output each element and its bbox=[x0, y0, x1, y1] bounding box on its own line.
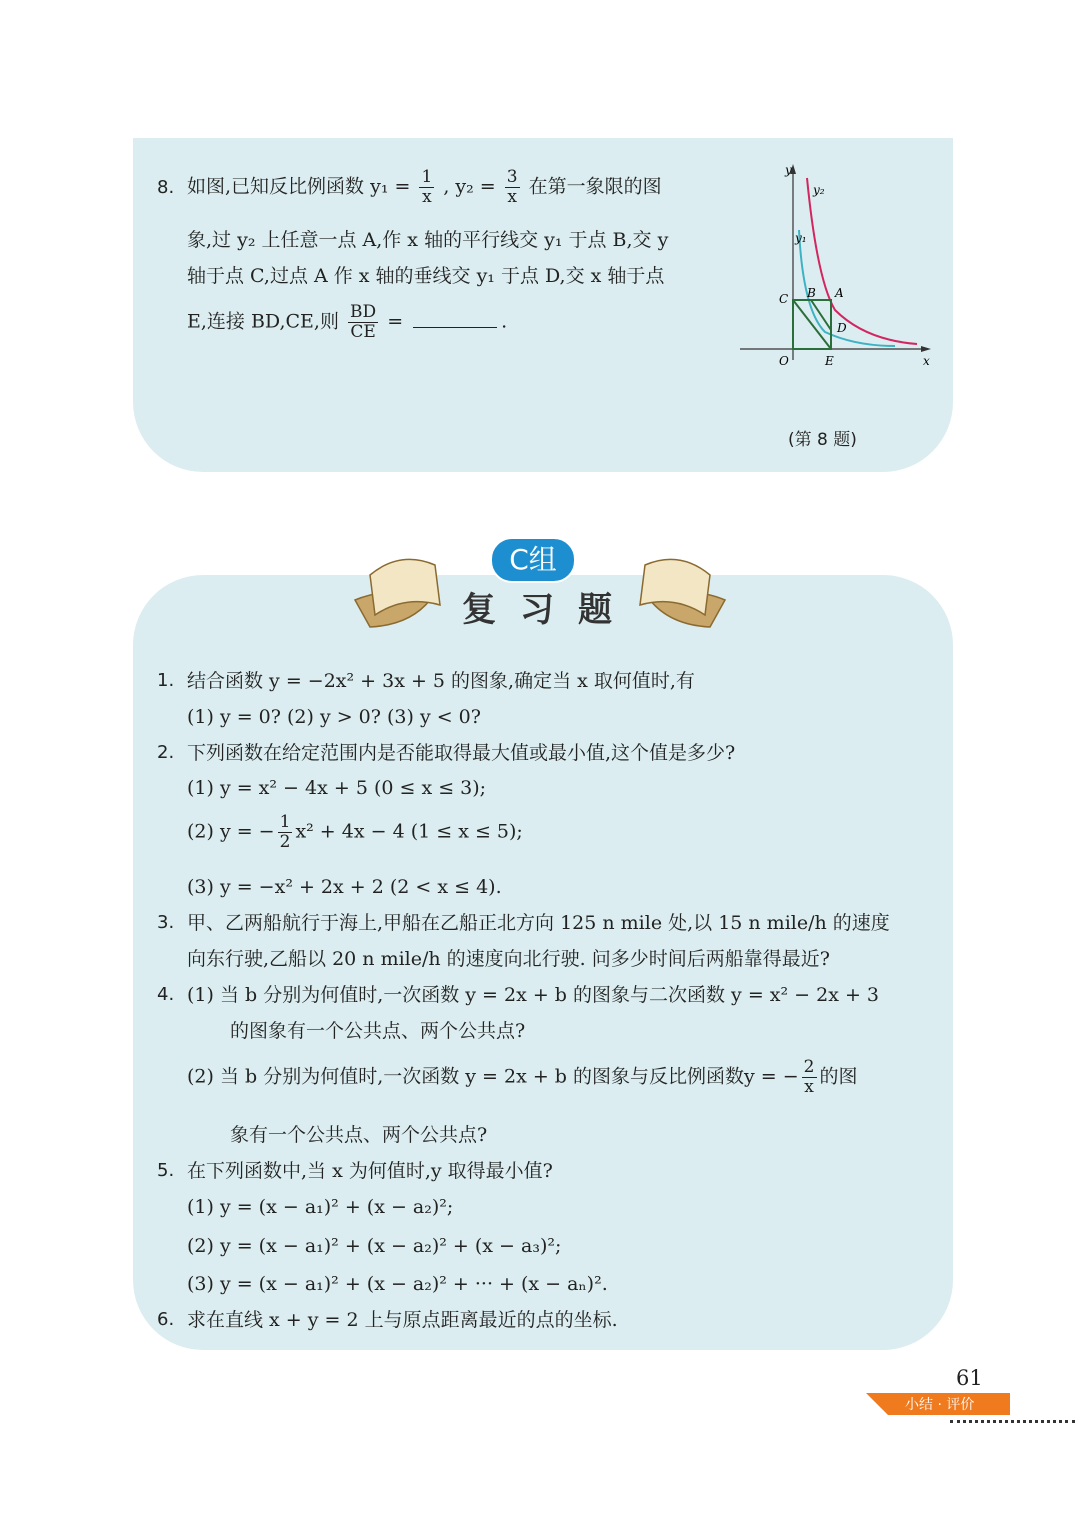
problem-1-sub: (1) y = 0? (2) y > 0? (3) y < 0? bbox=[187, 706, 481, 728]
fig-c-label: C bbox=[779, 292, 789, 306]
problem-2-text: 下列函数在给定范围内是否能取得最大值或最小值,这个值是多少? bbox=[187, 742, 736, 764]
problem-8-number: 8. bbox=[157, 177, 175, 198]
problem-4-line-1: (1) 当 b 分别为何值时,一次函数 y = 2x + b 的图象与二次函数 y = x² − 2x + 3 bbox=[187, 984, 880, 1006]
problem-4-number: 4. bbox=[157, 984, 175, 1005]
problem-5-number: 5. bbox=[157, 1160, 175, 1181]
problem-2-sub-1: (1) y = x² − 4x + 5 (0 ≤ x ≤ 3); bbox=[187, 777, 487, 799]
problem-8-figure bbox=[735, 160, 935, 375]
problem-4-line-3: (2) 当 b 分别为何值时,一次函数 y = 2x + b 的图象与反比例函数y = − $\frac{2}{x}$ 的图 bbox=[187, 1057, 858, 1097]
fraction-bd-ce: $\frac{BD}{CE}$ bbox=[350, 302, 377, 342]
answer-blank bbox=[413, 327, 497, 328]
fraction-3-over-x: $\frac{3}{x}$ bbox=[506, 167, 518, 207]
figure-caption: (第 8 题) bbox=[788, 430, 857, 450]
problem-6-number: 6. bbox=[157, 1309, 175, 1330]
page-number: 61 bbox=[956, 1366, 983, 1390]
section-badge: C组 bbox=[490, 537, 576, 583]
problem-2-number: 2. bbox=[157, 742, 175, 763]
section-title: 复习题 bbox=[462, 590, 636, 630]
problem-8-line-4: E,连接 BD,CE,则 $\frac{BD}{CE}$ = . bbox=[187, 302, 508, 342]
problem-4-line-4: 象有一个公共点、两个公共点? bbox=[230, 1124, 488, 1146]
problem-2-sub-2: (2) y = − $\frac{1}{2}$ x² + 4x − 4 (1 ≤ x ≤ 5); bbox=[187, 812, 523, 852]
fig-b-label: B bbox=[807, 286, 816, 300]
problem-3-line-2: 向东行驶,乙船以 20 n mile/h 的速度向北行驶. 问多少时间后两船靠得最近? bbox=[187, 948, 830, 970]
problem-8-line-1: 如图,已知反比例函数 y₁ = $\frac{1}{x}$ , y₂ = $\frac{3}{x}$ 在第一象限的图 bbox=[187, 167, 662, 207]
y1-label: y₁ = bbox=[370, 175, 411, 198]
problem-3-number: 3. bbox=[157, 912, 175, 933]
problem-6-text: 求在直线 x + y = 2 上与原点距离最近的点的坐标. bbox=[187, 1309, 618, 1331]
fraction-2-over-x: $\frac{2}{x}$ bbox=[803, 1057, 815, 1097]
problem-8-line-2: 象,过 y₂ 上任意一点 A,作 x 轴的平行线交 y₁ 于点 B,交 y bbox=[187, 229, 669, 251]
problem-8-line-3: 轴于点 C,过点 A 作 x 轴的垂线交 y₁ 于点 D,交 x 轴于点 bbox=[187, 265, 665, 287]
fraction-one-half: $\frac{1}{2}$ bbox=[279, 812, 291, 852]
fig-e-label: E bbox=[825, 354, 834, 368]
fig-origin-label: O bbox=[779, 354, 789, 368]
problem-1-number: 1. bbox=[157, 670, 175, 691]
problem-5-text: 在下列函数中,当 x 为何值时,y 取得最小值? bbox=[187, 1160, 553, 1182]
y2-label: , y₂ = bbox=[443, 175, 496, 198]
fig-x-label: x bbox=[923, 354, 930, 368]
footer-tab-label: 小结 · 评价 bbox=[905, 1397, 975, 1413]
fig-d-label: D bbox=[837, 321, 847, 335]
problem-5-sub-2: (2) y = (x − a₁)² + (x − a₂)² + (x − a₃)²; bbox=[187, 1235, 562, 1257]
footer-dots bbox=[950, 1420, 1075, 1423]
fig-y1-label: y₁ bbox=[795, 231, 807, 245]
problem-5-sub-3: (3) y = (x − a₁)² + (x − a₂)² + ··· + (x − aₙ)². bbox=[187, 1273, 608, 1295]
fraction-1-over-x: $\frac{1}{x}$ bbox=[421, 167, 433, 207]
problem-5-sub-1: (1) y = (x − a₁)² + (x − a₂)²; bbox=[187, 1196, 454, 1218]
problem-3-line-1: 甲、乙两船航行于海上,甲船在乙船正北方向 125 n mile 处,以 15 n mile/h 的速度 bbox=[187, 912, 890, 934]
problem-1-text: 结合函数 y = −2x² + 3x + 5 的图象,确定当 x 取何值时,有 bbox=[187, 670, 695, 692]
fig-a-label: A bbox=[835, 286, 844, 300]
fig-y-label: y bbox=[785, 163, 792, 177]
fig-y2-label: y₂ bbox=[813, 183, 825, 197]
problem-4-line-2: 的图象有一个公共点、两个公共点? bbox=[230, 1020, 526, 1042]
problem-2-sub-3: (3) y = −x² + 2x + 2 (2 < x ≤ 4). bbox=[187, 876, 502, 898]
